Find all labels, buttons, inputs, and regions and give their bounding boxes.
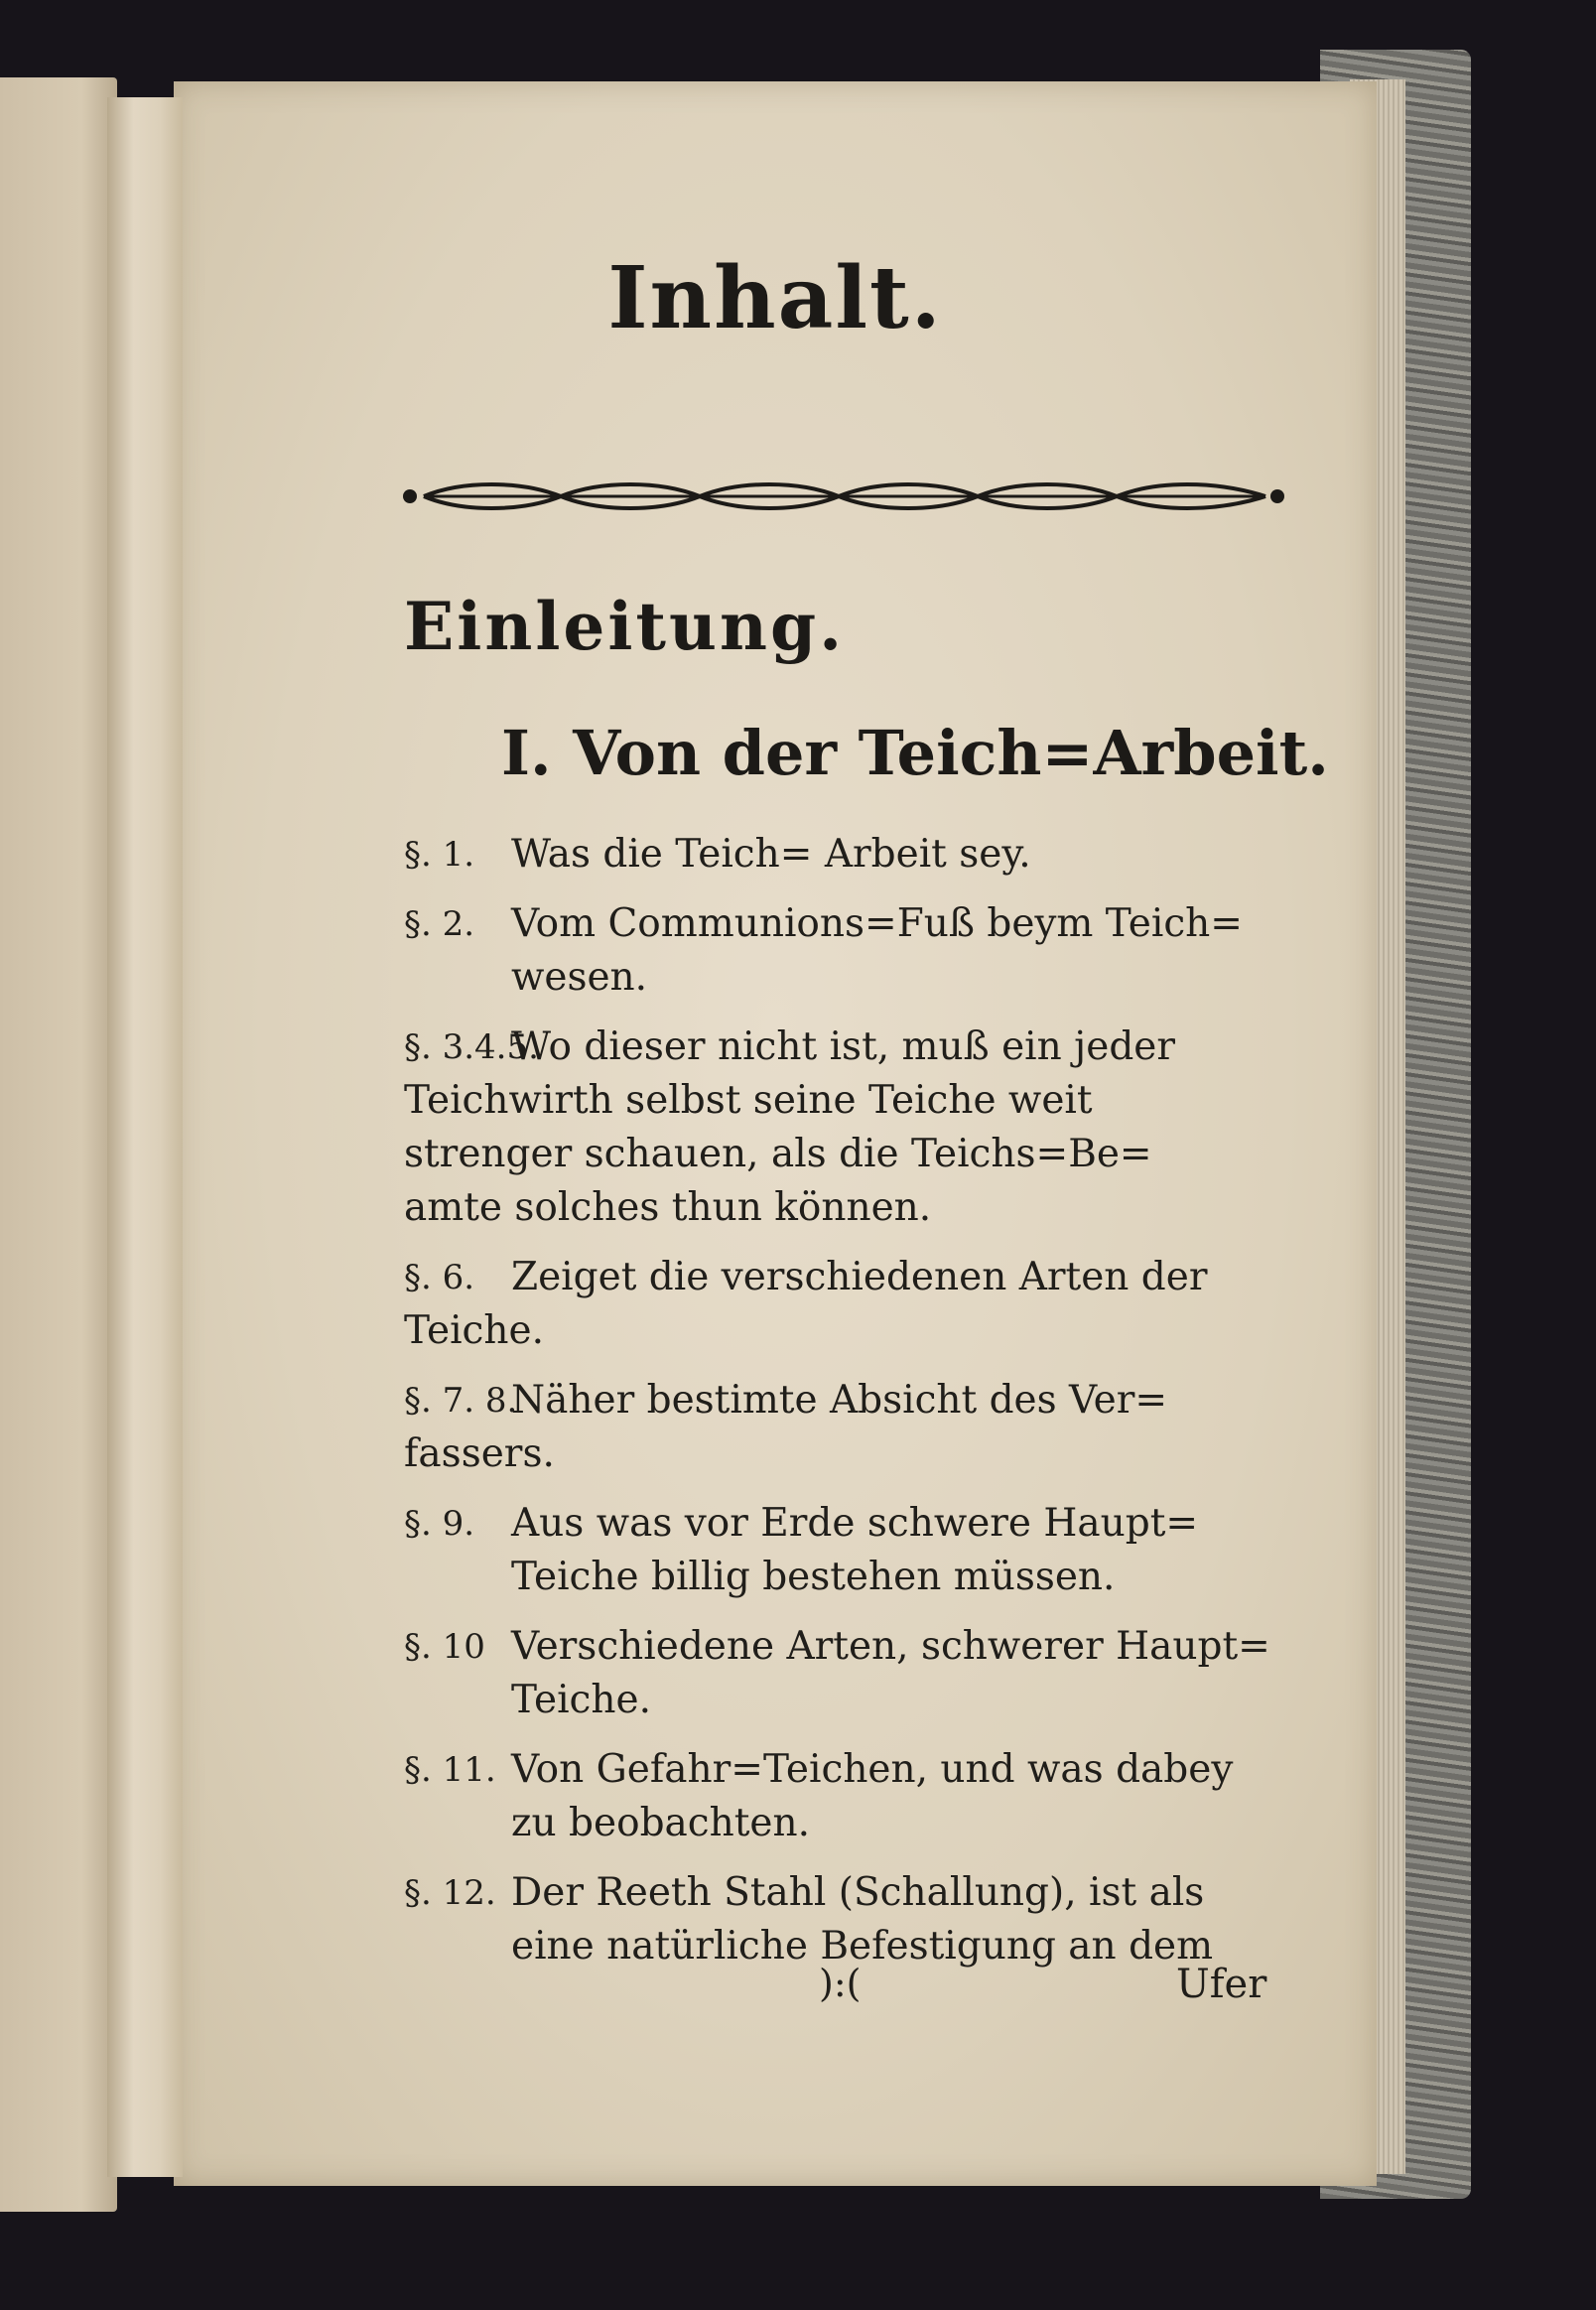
toc-entry-number: §. 1.: [404, 835, 475, 875]
ornament-divider-icon: [402, 475, 1285, 518]
toc-line: Was die Teich= Arbeit sey.: [511, 832, 1031, 877]
toc-line: Zeiget die verschiedenen Arten der: [511, 1255, 1208, 1299]
toc-line: strenger schauen, als die Teichs=Be=: [404, 1132, 1152, 1176]
toc-entry-number: §. 2.: [404, 904, 475, 944]
toc-entry-number: §. 12.: [404, 1873, 496, 1913]
left-page-edge: [0, 77, 117, 2212]
toc-entry-text: [511, 1743, 1277, 1850]
toc-entry: [404, 1374, 1277, 1481]
toc-entry: [404, 897, 1277, 1005]
toc-line: fassers.: [404, 1431, 555, 1476]
toc-line: amte solches thun können.: [404, 1185, 932, 1230]
toc-line: Teichwirth selbst seine Teiche weit: [404, 1078, 1093, 1123]
toc-entry-text: [404, 1251, 1277, 1358]
toc-line: wesen.: [511, 955, 648, 1000]
toc-line: Teiche.: [404, 1308, 544, 1353]
section-heading: Einleitung.: [404, 588, 846, 665]
toc-entry-number: §. 10: [404, 1627, 485, 1667]
toc-entry: [404, 1020, 1277, 1235]
toc-line: Teiche billig bestehen müssen.: [511, 1555, 1116, 1599]
toc-entry: [404, 828, 1277, 882]
toc-entry: [404, 1620, 1277, 1727]
toc-entry-text: [511, 1620, 1277, 1727]
toc-line: Wo dieser nicht ist, muß ein jeder: [511, 1024, 1176, 1069]
toc-entry-number: §. 3.4.5.: [404, 1027, 539, 1067]
toc-line: zu beobachten.: [511, 1801, 811, 1845]
toc-line: Vom Communions=Fuß beym Teich=: [511, 901, 1243, 946]
book-page: [174, 81, 1377, 2186]
toc-line: Der Reeth Stahl (Schallung), ist als: [511, 1870, 1205, 1915]
toc-entry-number: §. 11.: [404, 1750, 496, 1790]
signature-mark: ):(: [819, 1962, 862, 2005]
toc-entry-number: §. 6.: [404, 1258, 475, 1297]
toc-entry: [404, 1743, 1277, 1850]
catchword: Ufer: [1176, 1962, 1267, 2007]
page-title: Inhalt.: [607, 248, 943, 348]
toc-entry: [404, 1866, 1277, 1973]
toc-entry: [404, 1251, 1277, 1358]
toc-entry: [404, 1497, 1277, 1604]
toc-entry-number: §. 7. 8.: [404, 1381, 518, 1421]
chapter-heading: I. Von der Teich=Arbeit.: [501, 717, 1329, 789]
toc-entry-text: [511, 897, 1277, 1005]
book-gutter: [107, 97, 183, 2177]
toc-entry-text: [511, 828, 1277, 882]
toc-line: eine natürliche Befestigung an dem: [511, 1924, 1214, 1969]
toc-line: Näher bestimte Absicht des Ver=: [511, 1378, 1168, 1423]
toc-line: Teiche.: [511, 1678, 651, 1722]
table-of-contents: [404, 828, 1277, 1989]
toc-entry-number: §. 9.: [404, 1504, 475, 1544]
toc-entry-text: [511, 1866, 1277, 1973]
toc-line: Aus was vor Erde schwere Haupt=: [511, 1501, 1199, 1546]
toc-line: Verschiedene Arten, schwerer Haupt=: [511, 1624, 1270, 1669]
toc-line: Von Gefahr=Teichen, und was dabey: [511, 1747, 1234, 1792]
toc-entry-text: [511, 1497, 1277, 1604]
